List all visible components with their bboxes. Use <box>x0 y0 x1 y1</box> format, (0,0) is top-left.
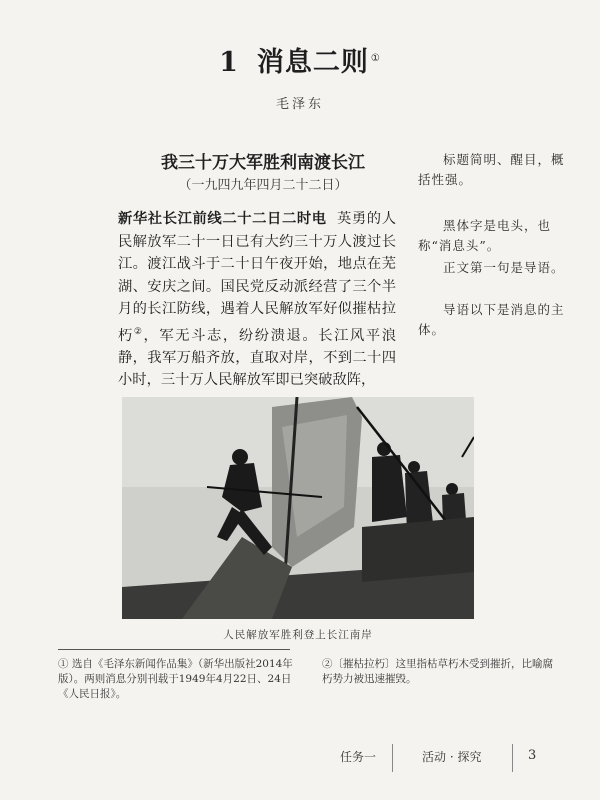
article-date: （一九四九年四月二十二日） <box>178 178 348 193</box>
footnote-2: ②〔摧枯拉朽〕这里指枯草朽木受到摧折，比喻腐朽势力被迅速摧毁。 <box>322 658 553 685</box>
article-body <box>118 208 396 392</box>
footer-divider <box>512 744 513 772</box>
body-footnote-mark[interactable]: ② <box>133 326 144 337</box>
body-part-1: 英勇的人民解放军二十一日已有大约三十万人渡过长江。渡江战斗于二十日午夜开始，地点在芜湖、安庆之间。国民党反动派经营了三个半月的长江防线，遇着人民解放军好似摧枯拉朽 <box>118 211 397 344</box>
footer-divider <box>392 744 393 772</box>
article-headline: 我三十万大军胜利南渡长江 <box>161 153 365 173</box>
footer-task: 任务一 <box>340 750 377 764</box>
side-note-2: 黑体字是电头，也称“消息头”。 <box>418 218 552 253</box>
footnote-1: ① 选自《毛泽东新闻作品集》（新华出版社2014年版）。两则消息分别刊载于1949年4月22日、24日《人民日报》。 <box>58 658 293 700</box>
photo-soldiers-landing <box>122 397 474 619</box>
side-note-1: 标题简明、醒目，概括性强。 <box>418 152 565 187</box>
footnote-divider <box>58 649 290 650</box>
photo-caption: 人民解放军胜利登上长江南岸 <box>223 629 373 641</box>
body-part-2: ，军无斗志，纷纷溃退。长江风平浪静，我军万船齐放，直取对岸，不到二十四小时，三十万人民解放军即已突破敌阵， <box>118 327 397 389</box>
page-number: 3 <box>528 748 537 763</box>
side-note-3: 正文第一句是导语。 <box>443 260 565 275</box>
dateline: 新华社长江前线二十二日二时电 <box>118 211 327 227</box>
article-paragraph <box>118 208 396 392</box>
side-note-4: 导语以下是消息的主体。 <box>418 302 565 337</box>
footer-activity: 活动 · 探究 <box>422 750 482 764</box>
photo-illustration <box>122 397 474 619</box>
title-footnote-mark[interactable]: ① <box>370 53 381 64</box>
author: 毛泽东 <box>275 97 324 112</box>
lesson-title-text: 消息二则 <box>256 47 369 78</box>
lesson-title <box>0 40 600 79</box>
lesson-number: 1 <box>219 47 239 78</box>
